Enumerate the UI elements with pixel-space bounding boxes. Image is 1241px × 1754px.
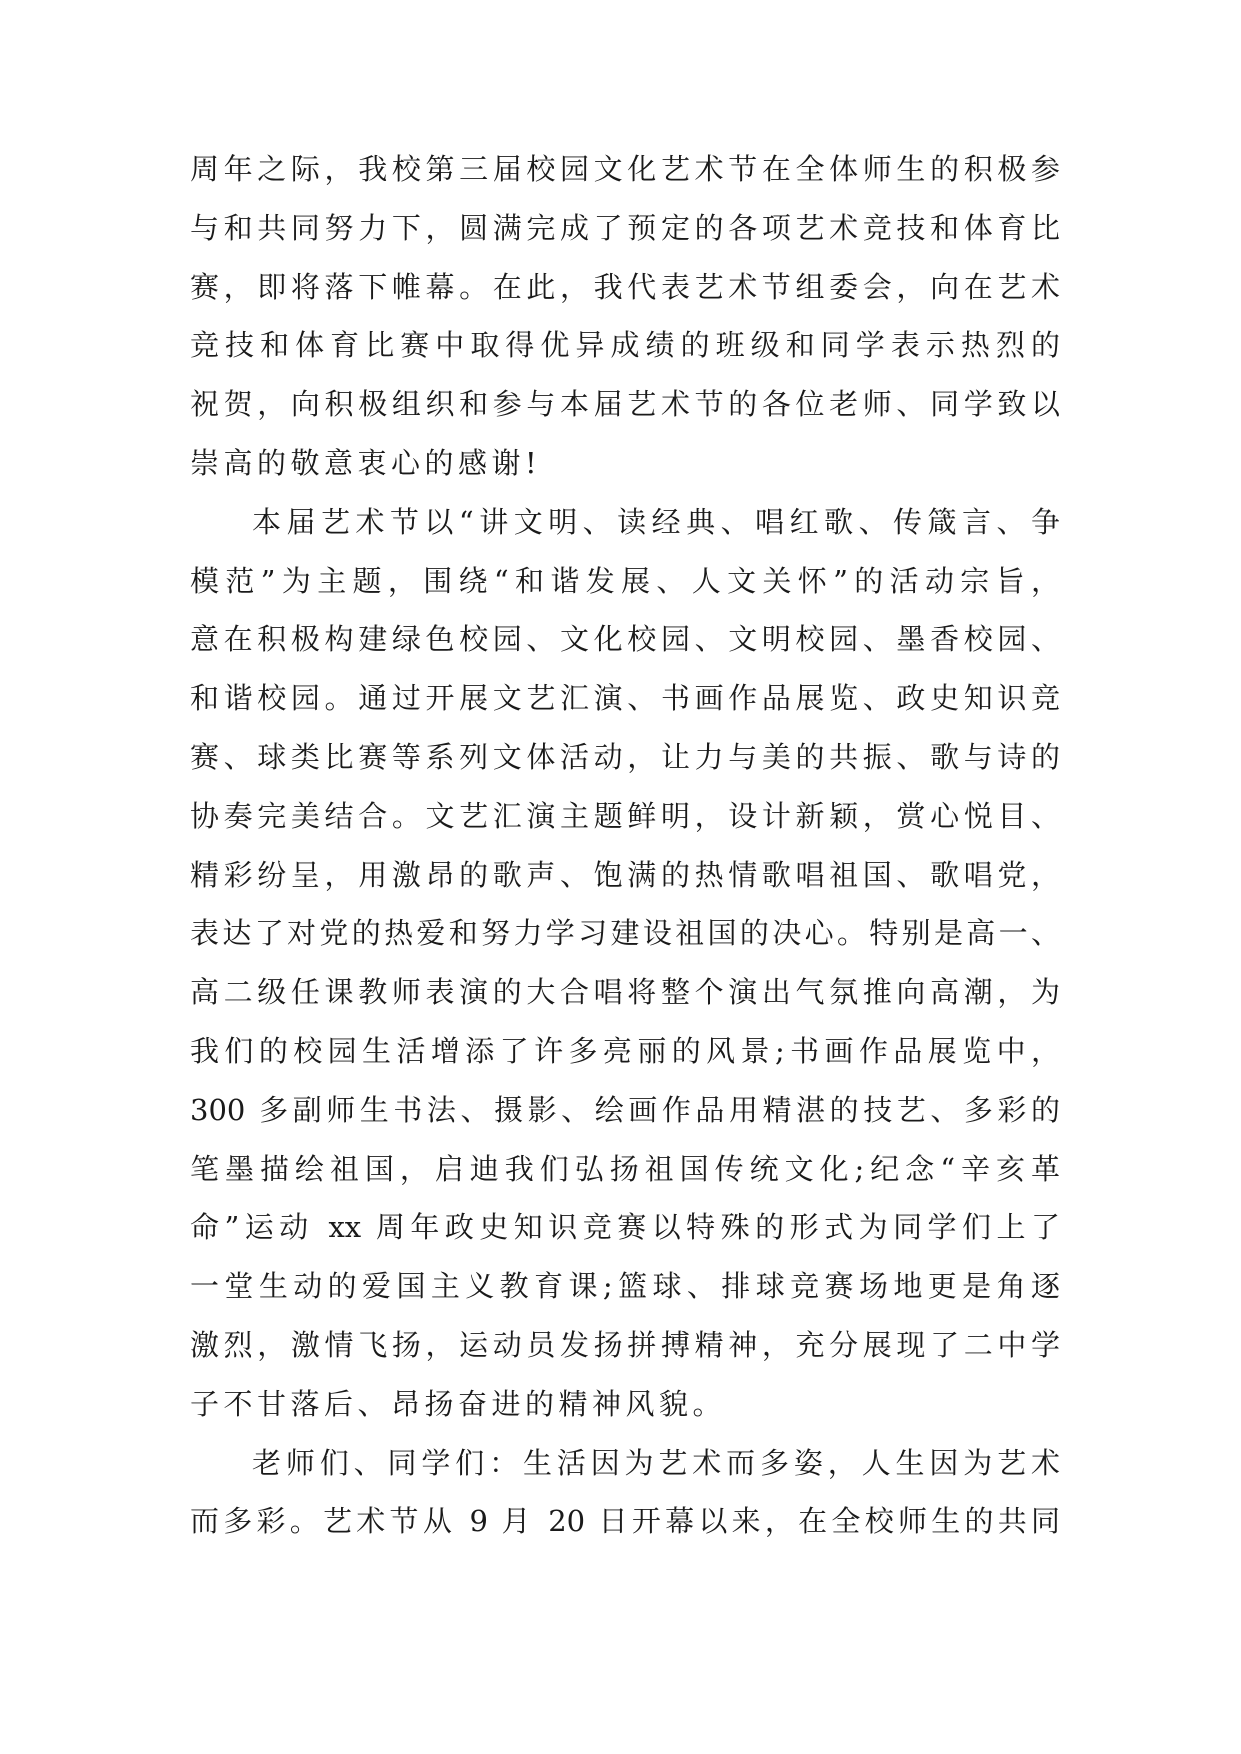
text-line: 协奏完美结合。文艺汇演主题鲜明，设计新颖，赏心悦目、 — [190, 798, 1060, 833]
text-line: 模范”为主题，围绕“和谐发展、人文关怀”的活动宗旨， — [190, 563, 1060, 598]
text-line: 周年之际，我校第三届校园文化艺术节在全体师生的积极参 — [190, 152, 1060, 186]
text-line: 激烈，激情飞扬，运动员发扬拼搏精神，充分展现了二中学 — [190, 1327, 1060, 1362]
text-line: 意在积极构建绿色校园、文化校园、文明校园、墨香校园、 — [190, 622, 1060, 657]
text-line: 表达了对党的热爱和努力学习建设祖国的决心。特别是高一、 — [190, 916, 1060, 951]
text-line: 命”运动 xx 周年政史知识竞赛以特殊的形式为同学们上了 — [190, 1210, 1060, 1245]
text-line: 笔墨描绘祖国，启迪我们弘扬祖国传统文化;纪念“辛亥革 — [190, 1151, 1060, 1186]
text-line: 和谐校园。通过开展文艺汇演、书画作品展览、政史知识竞 — [190, 681, 1060, 716]
text-line: 祝贺，向积极组织和参与本届艺术节的各位老师、同学致以 — [190, 387, 1060, 422]
paragraph-first-line: 本届艺术节以“讲文明、读经典、唱红歌、传箴言、争 — [252, 504, 1060, 539]
text-line: 赛、球类比赛等系列文体活动，让力与美的共振、歌与诗的 — [190, 739, 1060, 774]
text-line: 精彩纷呈，用激昂的歌声、饱满的热情歌唱祖国、歌唱党， — [190, 857, 1060, 892]
paragraph-first-line: 老师们、同学们：生活因为艺术而多姿，人生因为艺术 — [252, 1445, 1060, 1480]
text-line: 与和共同努力下，圆满完成了预定的各项艺术竞技和体育比 — [190, 210, 1060, 245]
text-line: 一堂生动的爱国主义教育课;篮球、排球竞赛场地更是角逐 — [190, 1269, 1060, 1304]
text-line: 子不甘落后、昂扬奋进的精神风貌。 — [190, 1386, 727, 1421]
body-text — [190, 140, 1060, 1551]
text-line: 竞技和体育比赛中取得优异成绩的班级和同学表示热烈的 — [190, 328, 1060, 363]
text-line: 赛，即将落下帷幕。在此，我代表艺术节组委会，向在艺术 — [190, 269, 1060, 304]
text-line: 高二级任课教师表演的大合唱将整个演出气氛推向高潮，为 — [190, 975, 1060, 1010]
text-line: 而多彩。艺术节从 9 月 20 日开幕以来，在全校师生的共同 — [190, 1504, 1060, 1539]
text-line: 崇高的敬意衷心的感谢! — [190, 445, 542, 480]
text-line: 我们的校园生活增添了许多亮丽的风景;书画作品展览中， — [190, 1033, 1060, 1068]
text-line: 300 多副师生书法、摄影、绘画作品用精湛的技艺、多彩的 — [190, 1092, 1060, 1127]
